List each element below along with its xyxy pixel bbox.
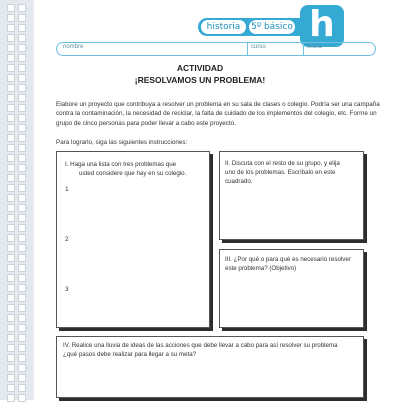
strip-square <box>7 44 15 52</box>
strip-square <box>7 244 15 252</box>
strip-square <box>7 214 15 222</box>
strip-square <box>18 274 26 282</box>
strip-square <box>7 304 15 312</box>
strip-square <box>7 264 15 272</box>
task-3-text-line1: III. ¿Por qué o para qué es necesario resolver <box>225 256 351 263</box>
strip-square <box>7 234 15 242</box>
strip-square <box>7 354 15 362</box>
strip-square <box>18 104 26 112</box>
strip-square <box>7 254 15 262</box>
strip-square <box>7 104 15 112</box>
strip-square <box>18 264 26 272</box>
strip-square <box>18 124 26 132</box>
strip-square <box>7 4 15 12</box>
activity-title: ACTIVIDAD <box>176 63 224 73</box>
strip-square <box>7 34 15 42</box>
strip-square <box>7 394 15 402</box>
strip-square <box>7 84 15 92</box>
strip-square <box>7 134 15 142</box>
list-number-3: 3 <box>65 286 69 293</box>
strip-square <box>18 54 26 62</box>
subject-grade-bar <box>198 18 308 36</box>
strip-square <box>18 224 26 232</box>
strip-square <box>7 24 15 32</box>
intro-paragraph: Elabore un proyecto que contribuya a resolver un problema en su sala de clases o colegio. Podría ser una campaña contra la contaminación, la necesidad de reciclar, la falta de cuidado de los implementos del colegio, etc. Forme un grupo de cinco personas para poder llevar a cabo este proyecto. <box>56 101 380 127</box>
strip-square <box>7 224 15 232</box>
strip-square <box>7 174 15 182</box>
strip-square <box>18 214 26 222</box>
task-1-box[interactable] <box>56 151 210 328</box>
strip-square <box>7 124 15 132</box>
strip-square <box>18 204 26 212</box>
strip-square <box>7 114 15 122</box>
notebook-strip <box>0 0 34 400</box>
strip-square <box>18 34 26 42</box>
divider <box>247 43 248 55</box>
strip-square <box>18 254 26 262</box>
strip-square <box>18 324 26 332</box>
strip-square <box>18 394 26 402</box>
strip-square <box>18 44 26 52</box>
strip-square <box>7 294 15 302</box>
strip-square <box>18 14 26 22</box>
strip-square <box>18 184 26 192</box>
strip-square <box>7 154 15 162</box>
strip-square <box>18 304 26 312</box>
divider <box>303 43 304 55</box>
strip-square <box>18 84 26 92</box>
strip-square <box>7 324 15 332</box>
name-label: nombre <box>63 44 84 50</box>
task-2-text-line1: II. Discuta con el resto de su grupo, y elija <box>225 160 340 167</box>
task-4-text-line2: ¿qué pasos debe realizar para llegar a su meta? <box>63 351 197 358</box>
strip-square <box>18 154 26 162</box>
strip-square <box>7 184 15 192</box>
strip-square <box>7 144 15 152</box>
strip-square <box>7 274 15 282</box>
strip-square <box>18 164 26 172</box>
strip-square <box>7 204 15 212</box>
strip-square <box>7 164 15 172</box>
strip-square <box>18 284 26 292</box>
activity-subtitle: ¡RESOLVAMOS UN PROBLEMA! <box>134 75 266 85</box>
strip-square <box>18 334 26 342</box>
task-3-text-line2: este problema? (Objetivo) <box>225 265 297 272</box>
strip-square <box>18 134 26 142</box>
task-1-text-line1: I. Haga una lista con tres problemas que <box>65 161 177 168</box>
task-2-box[interactable] <box>219 151 364 240</box>
task-2-text-line3: cuadrado. <box>225 178 253 185</box>
strip-square <box>7 334 15 342</box>
strip-square <box>18 144 26 152</box>
strip-square <box>18 244 26 252</box>
strip-square <box>7 344 15 352</box>
task-4-text-line1: IV. Realice una lluvia de ideas de las acciones que debe llevar a cabo para así resolver su problema <box>63 342 338 349</box>
student-info-row <box>56 42 376 56</box>
strip-square <box>7 374 15 382</box>
strip-square <box>18 354 26 362</box>
strip-square <box>18 4 26 12</box>
date-label: fecha <box>307 44 322 50</box>
strip-square <box>18 174 26 182</box>
subject-tag: historia <box>201 20 246 34</box>
grade-tag: 5º básico <box>249 20 295 34</box>
strip-square <box>18 114 26 122</box>
strip-square <box>7 194 15 202</box>
strip-square <box>7 54 15 62</box>
strip-square <box>18 364 26 372</box>
strip-square <box>18 314 26 322</box>
strip-square <box>18 194 26 202</box>
strip-square <box>18 234 26 242</box>
task-2-text-line2: uno de los problemas. Escríbalo en este <box>225 169 336 176</box>
strip-square <box>7 284 15 292</box>
strip-square <box>7 14 15 22</box>
course-label: curso <box>251 44 266 50</box>
task-1-text-line2: usted considere que hay en su colegio. <box>79 170 187 177</box>
strip-square <box>7 364 15 372</box>
task-3-box[interactable] <box>219 249 364 328</box>
logo-h-icon: h <box>300 5 344 47</box>
strip-square <box>7 94 15 102</box>
strip-square <box>18 24 26 32</box>
task-4-box[interactable] <box>56 336 364 398</box>
strip-square <box>7 384 15 392</box>
strip-square <box>7 314 15 322</box>
list-number-1: 1 <box>65 186 69 193</box>
strip-square <box>18 384 26 392</box>
strip-square <box>18 294 26 302</box>
strip-square <box>18 94 26 102</box>
strip-square <box>18 344 26 352</box>
instructions-text: Para lograrlo, siga las siguientes instrucciones: <box>56 139 188 146</box>
list-number-2: 2 <box>65 236 69 243</box>
strip-square <box>18 374 26 382</box>
